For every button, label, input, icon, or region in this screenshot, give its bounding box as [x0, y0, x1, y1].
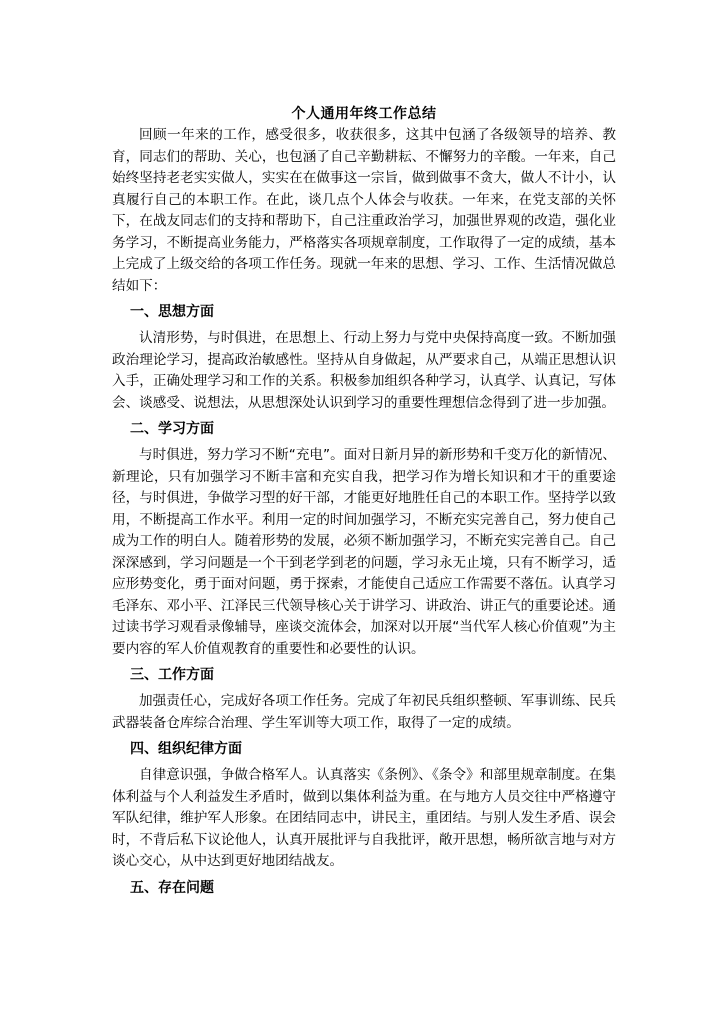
section-body-work: 加强责任心，完成好各项工作任务。完成了年初民兵组织整顿、军事训练、民兵武器装备仓库综合治理、学生军训等大项工作，取得了一定的成绩。 [112, 693, 616, 731]
section-heading-study: 二、学习方面 [130, 421, 214, 437]
section-body-study: 与时俱进，努力学习不断“充电”。面对日新月异的新形势和千变万化的新情况、新理论，只有加强学习不断丰富和充实自我，把学习作为增长知识和才干的重要途径，与时俱进，争做学习型的好干部，才能更好地胜任自己的本职工作。坚持学以致用，不断提高工作水平。利用一定的时间加强学习，不断充实完善自己，努力使自己成为工作的明白人。随着形势的发展，必须不断加强学习，不断充实完善自己。自己深深感到，学习问题是一个干到老学到老的问题，学习永无止境，只有不断学习，适应形势变化，勇于面对问题，勇于探索，才能使自己适应工作需要不落伍。认真学习毛泽东、邓小平、江泽民三代领导核心关于讲学习、讲政治、讲正气的重要论述。通过读书学习观看录像辅导，座谈交流体会，加深对以开展“当代军人核心价值观”为主要内容的军人价值观教育的重要性和必要性的认识。 [112, 447, 616, 657]
section-body-discipline: 自律意识强，争做合格军人。认真落实《条例》、《条令》和部里规章制度。在集体利益与个人利益发生矛盾时，做到以集体利益为重。在与地方人员交往中严格遵守军队纪律，维护军人形象。在团结同志中，讲民主，重团结。与别人发生矛盾、误会时，不背后私下议论他人，认真开展批评与自我批评，敞开思想，畅所欲言地与对方谈心交心，从中达到更好地团结战友。 [112, 767, 616, 869]
section-heading-work: 三、工作方面 [130, 667, 214, 683]
section-heading-problems: 五、存在问题 [130, 879, 214, 896]
intro-paragraph: 回顾一年来的工作，感受很多，收获很多，这其中包涵了各级领导的培养、教育，同志们的帮助、关心，也包涵了自己辛勤耕耘、不懈努力的辛酸。一年来，自己始终坚持老老实实做人，实实在在做事这一宗旨，做到做事不贪大，做人不计小，认真履行自己的本职工作。在此，谈几点个人体会与收获。一年来，在党支部的关怀下，在战友同志们的支持和帮助下，自己注重政治学习，加强世界观的改造，强化业务学习，不断提高业务能力，严格落实各项规章制度，工作取得了一定的成绩，基本上完成了上级交给的各项工作任务。现就一年来的思想、学习、工作、生活情况做总结如下： [112, 127, 616, 294]
section-heading-thought: 一、思想方面 [130, 304, 214, 320]
section-body-thought: 认清形势，与时俱进，在思想上、行动上努力与党中央保持高度一致。不断加强政治理论学习，提高政治敏感性。坚持从自身做起，从严要求自己，从端正思想认识入手，正确处理学习和工作的关系。积极参加组织各种学习，认真学、认真记，写体会、谈感受、说想法，从思想深处认识到学习的重要性理想信念得到了进一步加强。 [112, 330, 616, 411]
document-title: 个人通用年终工作总结 [291, 106, 437, 122]
document-page [112, 104, 616, 904]
section-heading-discipline: 四、组织纪律方面 [130, 741, 242, 757]
